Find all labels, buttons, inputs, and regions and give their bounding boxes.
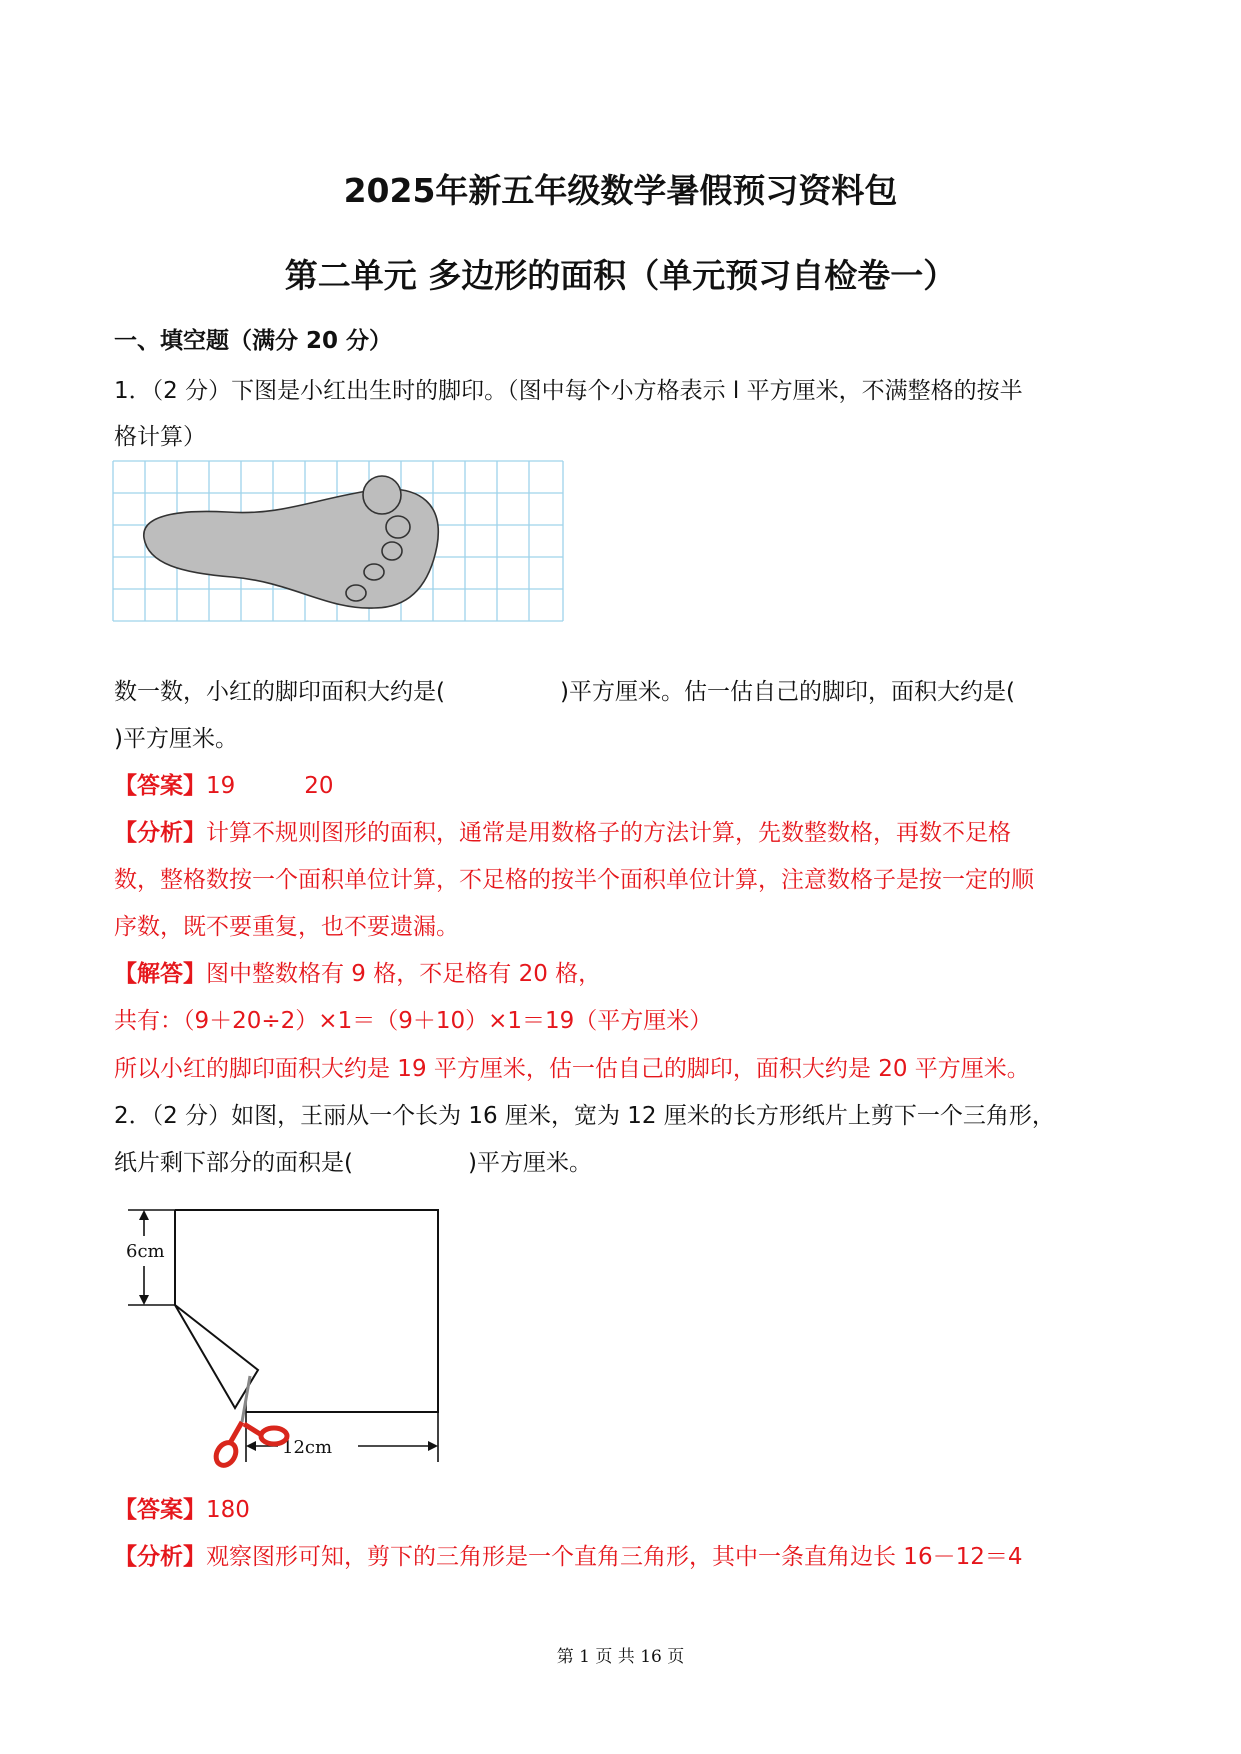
- q1-analysis-line2: 数，整格数按一个面积单位计算，不足格的按半个面积单位计算，注意数格子是按一定的顺: [114, 867, 1034, 893]
- toe-third-rendered: [382, 542, 402, 560]
- q1-stem-line2: 格计算）: [114, 424, 206, 450]
- q1-solution-line1: [114, 955, 601, 988]
- page-subtitle: 第二单元 多边形的面积（单元预习自检卷一）: [284, 256, 957, 295]
- q2-answer: [114, 1491, 250, 1524]
- toe-fifth-rendered: [346, 585, 366, 601]
- q1-blank-line1: 数一数，小红的脚印面积大约是( )平方厘米。估一估自己的脚印，面积大约是(: [114, 679, 1015, 705]
- section-heading: 一、填空题（满分 20 分）: [114, 328, 393, 354]
- q1-answer-value: 19 20: [206, 773, 334, 799]
- q2-analysis-tag: 【分析】: [114, 1544, 206, 1570]
- page-title: 2025年新五年级数学暑假预习资料包: [343, 171, 898, 210]
- rectangle-cut-figure: [118, 1200, 448, 1475]
- page-number-footer: 第 1 页 共 16 页: [556, 1647, 685, 1667]
- q1-analysis-text1: 计算不规则图形的面积，通常是用数格子的方法计算，先数整数格，再数不足格: [206, 820, 1011, 846]
- q1-analysis-tag: 【分析】: [114, 820, 206, 846]
- q1-analysis-line3: 序数，既不要重复，也不要遗漏。: [114, 914, 459, 940]
- footprint-grid-figure: [112, 460, 564, 622]
- q1-solution-line2: 共有：（9＋20÷2）×1＝（9＋10）×1＝19（平方厘米）: [114, 1008, 713, 1034]
- label-6cm: 6cm: [126, 1241, 165, 1262]
- q1-solution-tag: 【解答】: [114, 961, 206, 987]
- q1-blank-line2: )平方厘米。: [114, 726, 238, 752]
- q2-stem-line1: 2．（2 分）如图，王丽从一个长为 16 厘米，宽为 12 厘米的长方形纸片上剪下一个三角形，: [114, 1103, 1055, 1129]
- q1-answer-tag: 【答案】: [114, 773, 206, 799]
- cut-triangle: [175, 1305, 258, 1408]
- q1-solution-line3: 所以小红的脚印面积大约是 19 平方厘米，估一估自己的脚印，面积大约是 20 平方厘米。: [114, 1056, 1030, 1082]
- q1-solution-text1: 图中整数格有 9 格，不足格有 20 格，: [206, 961, 602, 987]
- q2-answer-value: 180: [206, 1497, 250, 1523]
- toe-big-rendered: [363, 476, 401, 514]
- label-12cm: 12cm: [282, 1437, 333, 1458]
- q2-analysis-line1: [114, 1538, 1022, 1571]
- q2-stem-line2: 纸片剩下部分的面积是( )平方厘米。: [114, 1150, 592, 1176]
- q2-analysis-text1: 观察图形可知，剪下的三角形是一个直角三角形，其中一条直角边长 16－12＝4: [206, 1544, 1023, 1570]
- q1-stem-line1: 1．（2 分）下图是小红出生时的脚印。（图中每个小方格表示 l 平方厘米，不满整格的按半: [114, 378, 1023, 404]
- dimension-bottom: [246, 1400, 438, 1462]
- paper-outline: [175, 1210, 438, 1412]
- toe-fourth-rendered: [364, 564, 384, 580]
- q1-answer: [114, 767, 334, 800]
- q1-analysis-line1: [114, 814, 1011, 847]
- q2-answer-tag: 【答案】: [114, 1497, 206, 1523]
- toe-second-rendered: [386, 516, 410, 538]
